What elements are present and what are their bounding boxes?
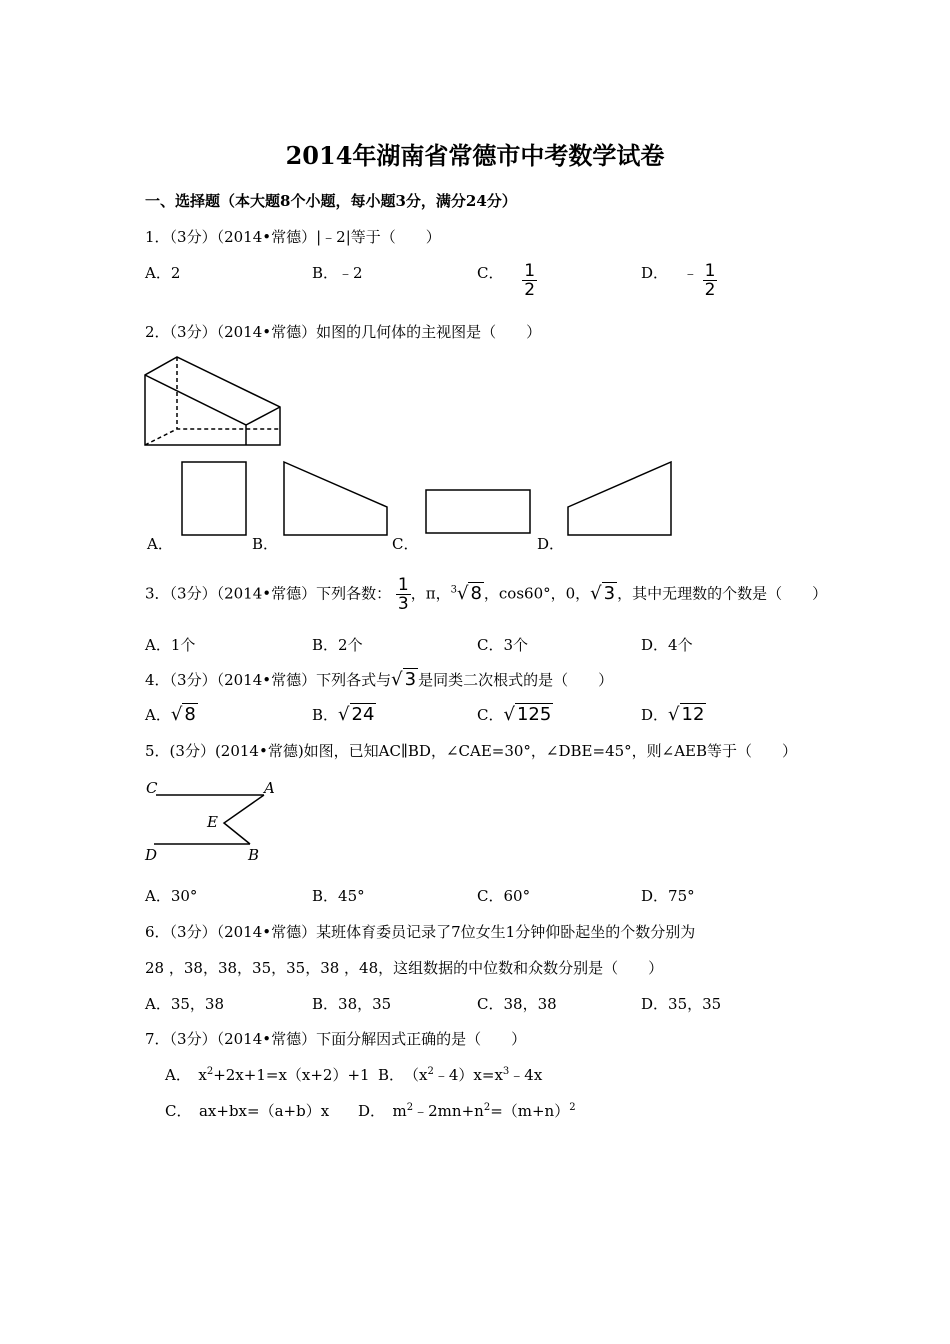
view-option-c — [424, 488, 534, 538]
section-heading: 一、选择题（本大题8个小题，每小题3分，满分24分） — [145, 192, 517, 210]
question-7-option-b: B． $(x^2﹣4)x=x^3﹣4x$ — [378, 1066, 543, 1084]
question-3-option-b: B．2个 — [312, 636, 363, 654]
cube-root: √ 8 — [456, 582, 482, 604]
question-5-option-b: B．45° — [312, 887, 365, 905]
question-4-stem: 4．（3分）（2014•常德）下列各式与√ 3 是同类二次根式的是（ ） — [145, 669, 614, 690]
question-6-option-c: C．38，38 — [477, 995, 557, 1013]
view-option-a — [180, 460, 250, 538]
question-2-option-c: C． — [392, 535, 419, 553]
point-label-e: E — [207, 813, 218, 831]
point-label-b: B — [248, 846, 260, 864]
question-4-option-d: D．√ 12 — [641, 704, 705, 725]
page-title: 2014年湖南省常德市中考数学试卷 — [285, 141, 665, 170]
question-3-option-c: C．3个 — [477, 636, 529, 654]
question-1-option-d: D． ﹣ $\frac{1}{2}$ — [641, 261, 716, 300]
question-3-option-a: A．1个 — [145, 636, 196, 654]
fraction: $\frac{1}{2}$ — [704, 261, 716, 300]
question-7-option-c: C． ax+bx=（a+b）x — [165, 1102, 330, 1120]
question-6-stem: 6．（3分）（2014•常德）某班体育委员记录了7位女生1分钟仰卧起坐的个数分别为 — [145, 923, 696, 941]
question-1-option-a: A．2 — [145, 264, 181, 282]
view-option-b — [282, 460, 392, 538]
question-3-option-d: D．4个 — [641, 636, 693, 654]
question-6-stem-line2: 28 ，38，38，35，35，38 ，48，这组数据的中位数和众数分别是（ ） — [145, 959, 664, 977]
question-3-stem: 3．（3分）（2014•常德）下列各数： $\frac{1}{3}$ ，π，$^3$√ 8 ，cos60°，0，√ 3 ，其中无理数的个数是（ ） — [145, 575, 828, 614]
point-label-d: D — [145, 846, 158, 864]
question-1-stem: 1．（3分）（2014•常德）|﹣2|等于（ ） — [145, 228, 441, 246]
question-7-option-a: A． $x^2+2x+1=x(x+2)+1$ — [165, 1066, 370, 1084]
view-option-d — [566, 460, 676, 538]
question-4-option-c: C．√ 125 — [477, 704, 552, 725]
question-2-option-b: B． — [252, 535, 279, 553]
question-2-stem: 2．（3分）（2014•常德）如图的几何体的主视图是（ ） — [145, 323, 542, 341]
question-7-option-d: D． $m^2﹣2mn+n^2=(m+n)^2$ — [358, 1102, 576, 1120]
question-5-option-d: D．75° — [641, 887, 695, 905]
solid-figure — [140, 352, 285, 452]
question-7-stem: 7．（3分）（2014•常德）下面分解因式正确的是（ ） — [145, 1030, 527, 1048]
square-root: √ 3 — [391, 669, 417, 690]
question-4-option-b: B．√ 24 — [312, 704, 375, 725]
question-5-stem: 5．(3分）(2014•常德)如图，已知AC∥BD，∠CAE=30°，∠DBE=45°，则∠AEB等于（ ） — [145, 742, 798, 760]
question-5-option-c: C．60° — [477, 887, 531, 905]
question-5-option-a: A．30° — [145, 887, 198, 905]
fraction: $\frac{1}{3}$ — [397, 575, 409, 614]
question-2-option-a: A． — [147, 535, 173, 553]
question-1-option-c: C． $\frac{1}{2}$ — [477, 261, 536, 300]
question-6-option-d: D．35，35 — [641, 995, 722, 1013]
question-6-option-a: A．35，38 — [145, 995, 225, 1013]
question-2-option-d: D． — [537, 535, 565, 553]
question-6-option-b: B．38，35 — [312, 995, 392, 1013]
fraction: $\frac{1}{2}$ — [524, 261, 536, 300]
question-1-option-b: B．﹣2 — [312, 264, 363, 282]
question-4-option-a: A．√ 8 — [145, 704, 196, 725]
point-label-a: A — [264, 779, 275, 797]
square-root: √ 3 — [590, 582, 616, 604]
point-label-c: C — [146, 779, 158, 797]
